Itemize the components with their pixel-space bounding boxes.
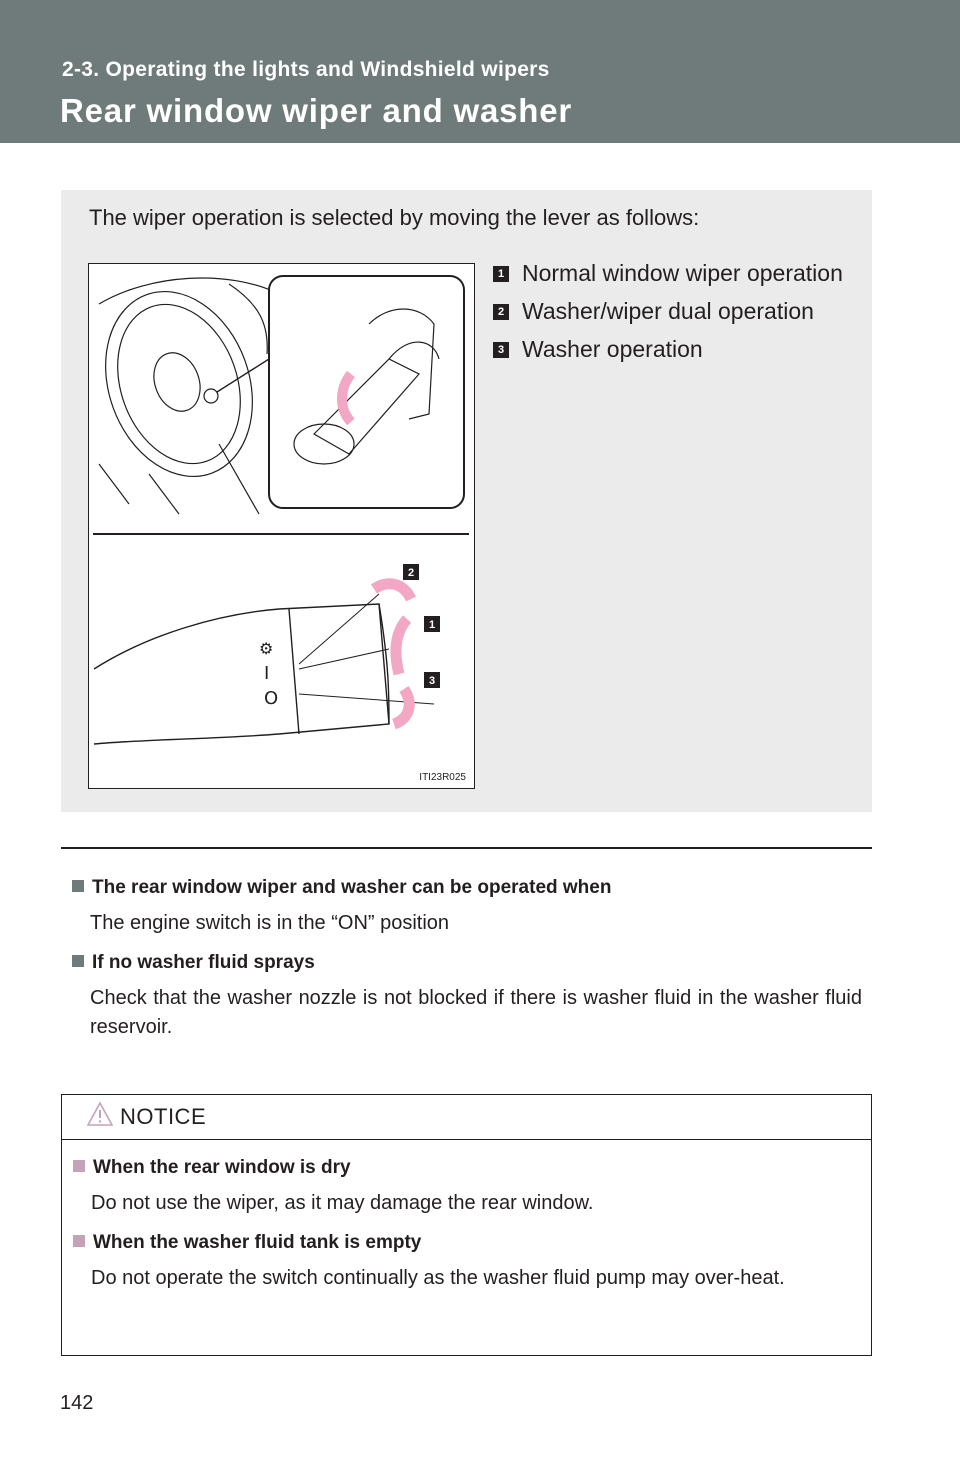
lever-closeup — [94, 594, 434, 744]
callout-2-label: 2 — [407, 567, 415, 579]
step-3-badge: 3 — [493, 342, 509, 358]
page-number: 142 — [60, 1392, 94, 1414]
note-bullet-icon — [72, 880, 84, 892]
zoom-inset-frame — [269, 276, 464, 508]
step-1-badge: 1 — [493, 266, 509, 282]
notice-bullet-icon — [73, 1160, 85, 1172]
step-list — [493, 255, 843, 367]
notice-1-body: Do not use the wiper, as it may damage the rear window. — [91, 1192, 594, 1214]
note-2-title: If no washer fluid sprays — [92, 952, 315, 973]
callout-badges — [403, 564, 440, 688]
arrow-position-2 — [374, 584, 411, 599]
chapter-header-band — [0, 0, 960, 143]
section-label: 2-3. Operating the lights and Windshield wipers — [62, 58, 550, 81]
intro-text: The wiper operation is selected by moving the lever as follows: — [89, 205, 700, 230]
lever-base — [204, 389, 218, 403]
steering-hub — [146, 346, 208, 417]
arrow-position-3 — [394, 689, 409, 724]
notice-1-heading — [73, 1155, 859, 1181]
step-1 — [493, 255, 843, 291]
cockpit-sketch — [89, 271, 279, 514]
note-2-heading — [72, 950, 862, 976]
dash-line-2 — [229, 284, 267, 354]
note-1-body: The engine switch is in the “ON” position — [90, 912, 450, 934]
note-bullet-icon — [72, 955, 84, 967]
figure-code: ITI23R025 — [419, 772, 466, 783]
step-3 — [493, 331, 843, 367]
symbol-int: I — [264, 663, 270, 684]
step-2-text: Washer/wiper dual operation — [522, 298, 814, 324]
page-title: Rear window wiper and washer — [60, 92, 573, 129]
notice-1-title: When the rear window is dry — [93, 1157, 351, 1178]
lever-body — [94, 604, 389, 744]
dash-line-1 — [99, 278, 279, 304]
console-lines — [99, 444, 259, 514]
warning-triangle-icon — [86, 1101, 114, 1127]
callout-3-label: 3 — [428, 675, 436, 687]
step-2-badge: 2 — [493, 304, 509, 320]
symbol-off: O — [264, 688, 279, 709]
note-1-title: The rear window wiper and washer can be operated when — [92, 877, 612, 898]
notice-bullet-icon — [73, 1235, 85, 1247]
lever-ring-edge — [289, 609, 299, 734]
notes-section — [72, 875, 862, 1054]
step-2 — [493, 293, 843, 329]
notice-label: NOTICE — [120, 1104, 207, 1129]
callout-pointer — [217, 359, 269, 392]
notice-content — [73, 1155, 859, 1305]
note-1-heading — [72, 875, 862, 901]
notice-header — [62, 1095, 871, 1140]
notice-2-body: Do not operate the switch continually as the washer fluid pump may over-heat. — [91, 1267, 785, 1289]
step-1-text: Normal window wiper operation — [522, 260, 843, 286]
wiper-lever-illustration — [88, 263, 475, 789]
arrow-position-1 — [396, 619, 407, 674]
step-3-text: Washer operation — [522, 336, 703, 362]
section-divider — [61, 847, 872, 849]
illustration-drawing — [89, 264, 474, 788]
steering-wheel-inner — [96, 287, 261, 481]
steering-wheel-outline — [89, 271, 277, 497]
note-2-body: Check that the washer nozzle is not blocked if there is washer fluid in the washer fluid reservoir. — [90, 987, 862, 1038]
notice-2-title: When the washer fluid tank is empty — [93, 1232, 422, 1253]
symbol-rear-wiper: ⚙ — [259, 639, 274, 658]
notice-box — [61, 1094, 872, 1356]
notice-2-heading — [73, 1230, 859, 1256]
callout-1-label: 1 — [428, 619, 436, 631]
